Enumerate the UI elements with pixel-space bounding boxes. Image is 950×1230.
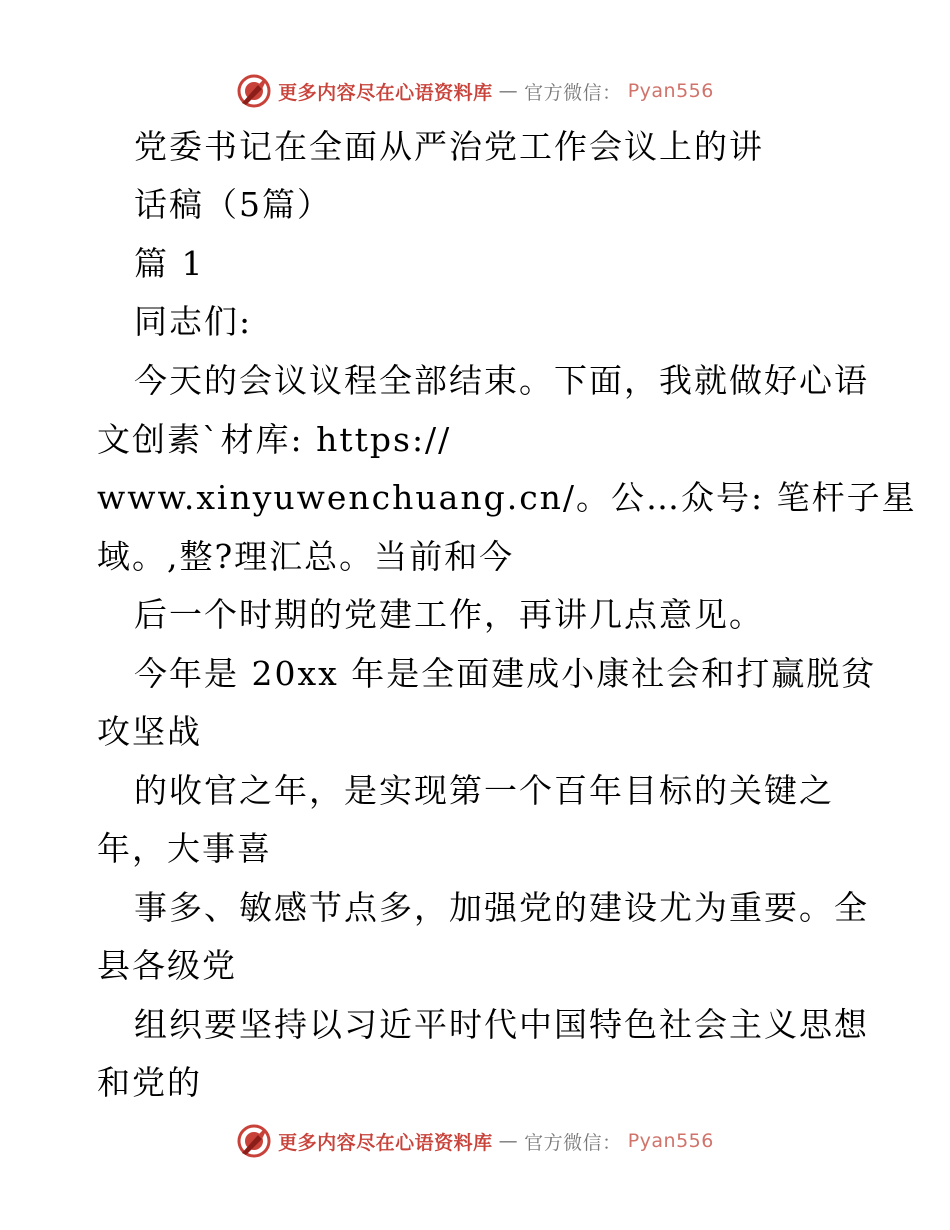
paragraph-line: 县各级党 xyxy=(97,946,237,985)
watermark-wechat-id: Pyan556 xyxy=(627,80,714,102)
pen-logo-icon xyxy=(236,1123,272,1159)
document-title-line-2: 话稿（5篇） xyxy=(134,185,332,224)
paragraph-line: 和党的 xyxy=(97,1063,202,1102)
watermark-label: 官方微信： xyxy=(524,1131,622,1154)
document-title-line-1: 党委书记在全面从严治党工作会议上的讲 xyxy=(134,127,764,166)
paragraph-line: 域。,整?理汇总。当前和今 xyxy=(97,537,515,576)
footer-watermark xyxy=(0,1123,950,1159)
paragraph-line: 年，大事喜 xyxy=(97,829,272,868)
watermark-label: 官方微信： xyxy=(524,81,622,104)
watermark-brand-text: 更多内容尽在心语资料库 xyxy=(278,81,493,104)
paragraph-line: 的收官之年，是实现第一个百年目标的关键之 xyxy=(134,771,834,810)
paragraph-line: www.xinyuwenchuang.cn/。公…众号: 笔杆子星 xyxy=(97,478,917,517)
salutation: 同志们: xyxy=(134,302,253,341)
section-heading: 篇 1 xyxy=(134,244,205,283)
watermark-separator: — xyxy=(498,80,519,102)
paragraph-line: 文创素`材库: https:// xyxy=(97,420,452,459)
paragraph-line: 事多、敏感节点多，加强党的建设尤为重要。全 xyxy=(134,888,869,927)
paragraph-line: 后一个时期的党建工作，再讲几点意见。 xyxy=(134,595,764,634)
watermark-separator: — xyxy=(498,1130,519,1152)
paragraph-line: 今年是 20xx 年是全面建成小康社会和打赢脱贫 xyxy=(134,654,877,693)
watermark-brand-text: 更多内容尽在心语资料库 xyxy=(278,1131,493,1154)
paragraph-line: 组织要坚持以习近平时代中国特色社会主义思想 xyxy=(134,1005,869,1044)
paragraph-line: 攻坚战 xyxy=(97,712,202,751)
paragraph-line: 今天的会议议程全部结束。下面，我就做好心语 xyxy=(134,361,869,400)
watermark-wechat-id: Pyan556 xyxy=(627,1130,714,1152)
